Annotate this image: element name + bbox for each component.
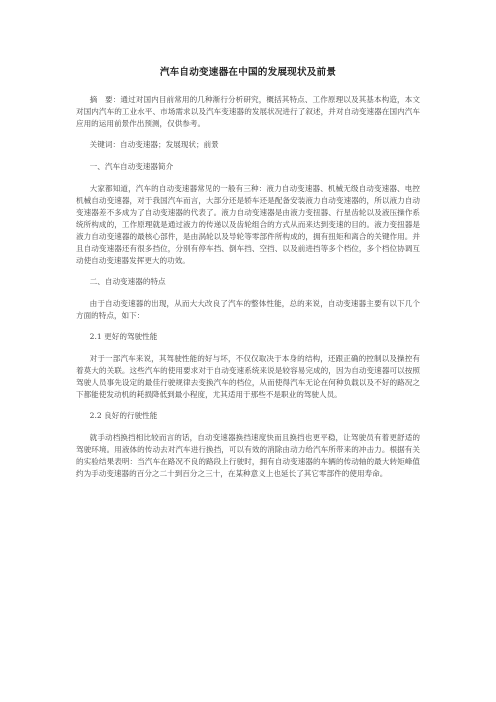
section-heading-2-2: 2.2 良好的行驶性能 — [89, 411, 158, 420]
keywords — [76, 139, 420, 151]
section-heading-2: 二、自动变速器的特点 — [89, 277, 166, 286]
section-2-1-paragraph-1: 对于一部汽车来说，其驾驶性能的好与坏，不仅仅取决于本身的结构，还跟正确的控制以及操控有着莫大的关联。这些汽车的使用要求对于自动变速系统来说是较容易完成的，因为自动变速器可以按照驾驶人员事先设定的最佳行驶规律去变换汽车的档位，从而使得汽车无论在何种负载以及不好的路况之下都能使发动机的耗损降低到最小程度，尤其适用于那些不是职业的驾驶人员。 — [76, 354, 420, 399]
document-body — [76, 94, 420, 489]
section-heading-1: 一、汽车自动变速器简介 — [89, 162, 174, 171]
section-2-paragraph-1: 由于自动变速器的出现，从而大大改良了汽车的整体性能，总的来说，自动变速器主要有以下几个方面的特点，如下： — [76, 299, 420, 320]
keywords-text: 自动变速器；发展现状；前景 — [120, 140, 219, 149]
abstract-text: 通过对国内目前常用的几种渐行分析研究，概括其特点、工作原理以及其基本构造，本文对国内汽车的工业水平、市场需求以及汽车变速器的发展状况进行了叙述，并对自动变速器在国内汽车应用的运用前景作出预测，仅供参考。 — [76, 95, 421, 128]
section-heading-2-1: 2.1 更好的驾驶性能 — [89, 332, 158, 341]
abstract — [76, 94, 420, 130]
section-1-paragraph-1: 大家都知道，汽车的自动变速器常见的一般有三种：液力自动变速器、机械无级自动变速器、电控机械自动变速器，对于我国汽车而言，大部分还是轿车还是配备安装液力自动变速器的，所以液力自动变速器差不多成为了自动变速器的代表了。液力自动变速器是由液力变扭器、行星齿轮以及液压操作系统所构成的，工作原理就是通过液力的传递以及齿轮组合的方式从而来达到变速的目的。液力变扭器是液力自动变速器的最核心部件，是由涡轮以及导轮等零部件所构成的，拥有扭矩和离合的关键作用。并且自动变速器还有很多挡位，分别有停车挡、倒车挡、空挡、以及前进挡等多个档位，多个档位协调互动使自动变速器发挥更大的功效。 — [76, 184, 420, 265]
document-title: 汽车自动变速器在中国的发展现状及前景 — [159, 67, 337, 78]
keywords-label: 关键词： — [89, 140, 121, 149]
abstract-label: 摘 要： — [89, 95, 121, 104]
section-2-2-paragraph-1: 就手动档换挡相比较而言的话，自动变速器换挡速度快而且换挡也更平稳，让驾驶员有着更舒适的驾驶环境。用液体的传动去对汽车进行换挡，可以有效的消除由动力给汽车所带来的冲击力。根据有关的实验结果表明：当汽车在路况不良的路段上行驶时，拥有自动变速器的车辆的传动轴的最大转矩峰值约为手动变速器的百分之二十到百分之三十，在某种意义上也延长了其它零部件的使用寿命。 — [76, 433, 420, 478]
